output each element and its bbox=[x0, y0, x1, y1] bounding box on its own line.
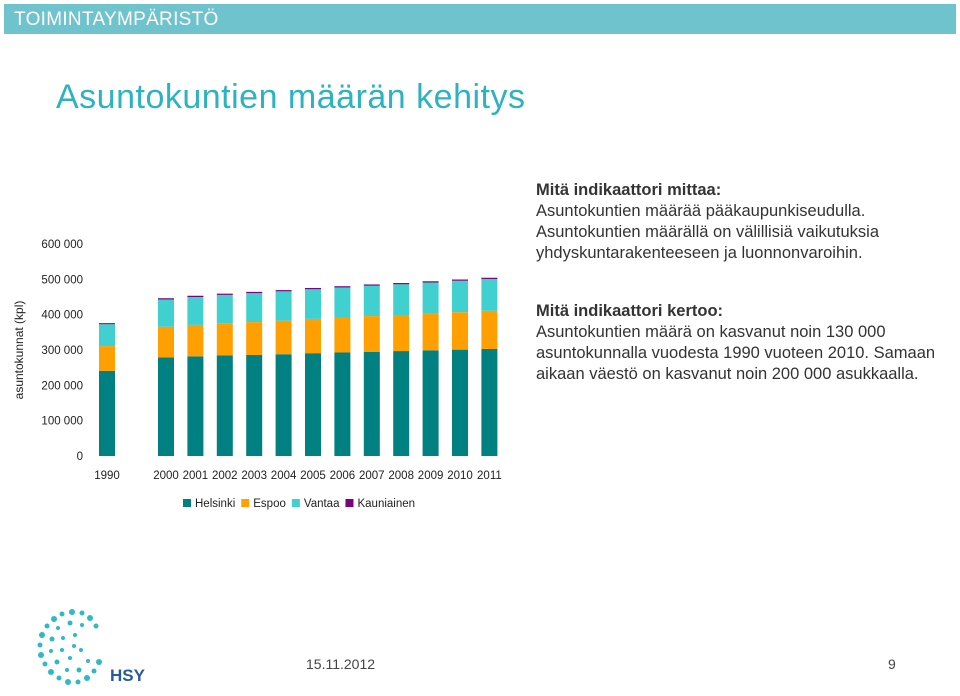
legend-swatch-vantaa bbox=[292, 499, 300, 507]
bar-vantaa-2001 bbox=[187, 297, 203, 325]
y-tick-label: 600 000 bbox=[41, 239, 83, 251]
bar-kauniainen-2001 bbox=[187, 296, 203, 297]
bar-vantaa-2006 bbox=[334, 287, 350, 317]
bar-espoo-2003 bbox=[246, 322, 262, 355]
footer-date: 15.11.2012 bbox=[306, 656, 376, 672]
bar-kauniainen-2002 bbox=[217, 294, 233, 295]
x-tick-label: 2009 bbox=[417, 470, 444, 482]
y-tick-label: 300 000 bbox=[41, 345, 83, 357]
bar-espoo-2008 bbox=[393, 315, 409, 351]
bar-espoo-2006 bbox=[334, 317, 350, 352]
bar-vantaa-2011 bbox=[481, 279, 497, 311]
info-tells-heading: Mitä indikaattori kertoo: bbox=[536, 302, 724, 320]
bar-espoo-2005 bbox=[305, 319, 321, 353]
bar-kauniainen-1990 bbox=[99, 323, 115, 324]
bar-espoo-2010 bbox=[452, 312, 468, 349]
bar-vantaa-2007 bbox=[364, 286, 380, 316]
bar-vantaa-2003 bbox=[246, 293, 262, 322]
bar-kauniainen-2004 bbox=[276, 290, 292, 291]
x-tick-label: 2002 bbox=[212, 470, 238, 482]
x-tick-label: 2011 bbox=[477, 470, 502, 482]
bar-helsinki-2006 bbox=[334, 352, 350, 456]
y-tick-label: 400 000 bbox=[41, 309, 83, 322]
bar-kauniainen-2005 bbox=[305, 288, 321, 289]
bar-kauniainen-2007 bbox=[364, 284, 380, 285]
legend-swatch-espoo bbox=[241, 499, 249, 507]
bar-helsinki-2008 bbox=[393, 351, 409, 456]
x-tick-label: 2007 bbox=[359, 470, 385, 482]
bar-espoo-2009 bbox=[423, 314, 439, 351]
bar-helsinki-2009 bbox=[423, 350, 439, 456]
info-measures-block bbox=[536, 180, 956, 264]
info-tells-text: Asuntokuntien määrä on kasvanut noin 130 000 asuntokunnalla vuodesta 1990 vuoteen 2010. Samaan aikaan väestö on kasvanut noin 200 000 asukkaalla. bbox=[536, 323, 936, 383]
legend-label-espoo: Espoo bbox=[253, 498, 286, 510]
household-chart bbox=[0, 0, 530, 530]
bar-kauniainen-2009 bbox=[423, 281, 439, 282]
bar-helsinki-2004 bbox=[276, 354, 292, 456]
bar-vantaa-2008 bbox=[393, 284, 409, 315]
bar-helsinki-1990 bbox=[99, 371, 115, 456]
bar-vantaa-2004 bbox=[276, 291, 292, 320]
bar-espoo-2004 bbox=[276, 321, 292, 355]
bar-helsinki-2002 bbox=[217, 355, 233, 456]
legend-swatch-kauniainen bbox=[345, 499, 353, 507]
x-tick-label: 2003 bbox=[241, 470, 267, 482]
bar-helsinki-2005 bbox=[305, 353, 321, 456]
legend-label-kauniainen: Kauniainen bbox=[357, 498, 416, 510]
page-number: 9 bbox=[888, 656, 896, 672]
y-tick-label: 100 000 bbox=[41, 415, 83, 428]
bar-kauniainen-2006 bbox=[334, 286, 350, 287]
page-title: Asuntokuntien määrän kehitys bbox=[56, 78, 526, 116]
x-tick-label: 2000 bbox=[153, 470, 179, 482]
legend-label-vantaa: Vantaa bbox=[303, 498, 340, 510]
info-measures-text: Asuntokuntien määrää pääkaupunkiseudulla. Asuntokuntien määrällä on välillisiä vaikutuksia yhdyskuntarakenteeseen ja luonnonvaroihin. bbox=[536, 202, 880, 262]
section-title: TOIMINTAYMPÄRISTÖ bbox=[14, 9, 219, 30]
info-measures-heading: Mitä indikaattori mittaa: bbox=[536, 181, 722, 199]
x-tick-label: 2008 bbox=[388, 470, 414, 482]
x-tick-label: 2001 bbox=[182, 470, 209, 482]
hsy-logo bbox=[30, 606, 150, 692]
bar-kauniainen-2000 bbox=[158, 298, 174, 299]
y-tick-label: 500 000 bbox=[41, 274, 83, 287]
bar-vantaa-2009 bbox=[423, 283, 439, 314]
bar-espoo-2011 bbox=[481, 311, 497, 349]
bar-espoo-2001 bbox=[187, 325, 203, 356]
bar-kauniainen-2010 bbox=[452, 280, 468, 281]
x-tick-label: 2005 bbox=[300, 470, 326, 482]
y-axis-label: asuntokunnat (kpl) bbox=[12, 300, 26, 400]
x-tick-label: 1990 bbox=[94, 470, 120, 482]
bar-vantaa-2010 bbox=[452, 281, 468, 312]
info-tells-block bbox=[536, 301, 956, 385]
bar-helsinki-2003 bbox=[246, 355, 262, 456]
legend-swatch-helsinki bbox=[183, 499, 191, 507]
bar-vantaa-2002 bbox=[217, 295, 233, 323]
bar-espoo-1990 bbox=[99, 346, 115, 371]
bar-vantaa-2000 bbox=[158, 299, 174, 326]
bar-espoo-2002 bbox=[217, 323, 233, 355]
bar-helsinki-2010 bbox=[452, 350, 468, 456]
legend-label-helsinki: Helsinki bbox=[195, 498, 236, 510]
x-tick-label: 2004 bbox=[270, 470, 297, 482]
x-tick-label: 2006 bbox=[329, 470, 356, 482]
bar-kauniainen-2008 bbox=[393, 283, 409, 284]
y-tick-label: 0 bbox=[76, 451, 83, 463]
bar-helsinki-2007 bbox=[364, 352, 380, 456]
bar-helsinki-2011 bbox=[481, 349, 497, 456]
bar-helsinki-2001 bbox=[187, 356, 203, 456]
svg-text:HSY: HSY bbox=[110, 666, 145, 685]
y-tick-label: 200 000 bbox=[41, 380, 83, 393]
bar-espoo-2000 bbox=[158, 327, 174, 358]
bar-kauniainen-2011 bbox=[481, 278, 497, 279]
bar-vantaa-1990 bbox=[99, 324, 115, 346]
bar-kauniainen-2003 bbox=[246, 292, 262, 293]
bar-espoo-2007 bbox=[364, 316, 380, 352]
x-tick-label: 2010 bbox=[447, 470, 473, 482]
bar-helsinki-2000 bbox=[158, 357, 174, 456]
bar-vantaa-2005 bbox=[305, 289, 321, 319]
